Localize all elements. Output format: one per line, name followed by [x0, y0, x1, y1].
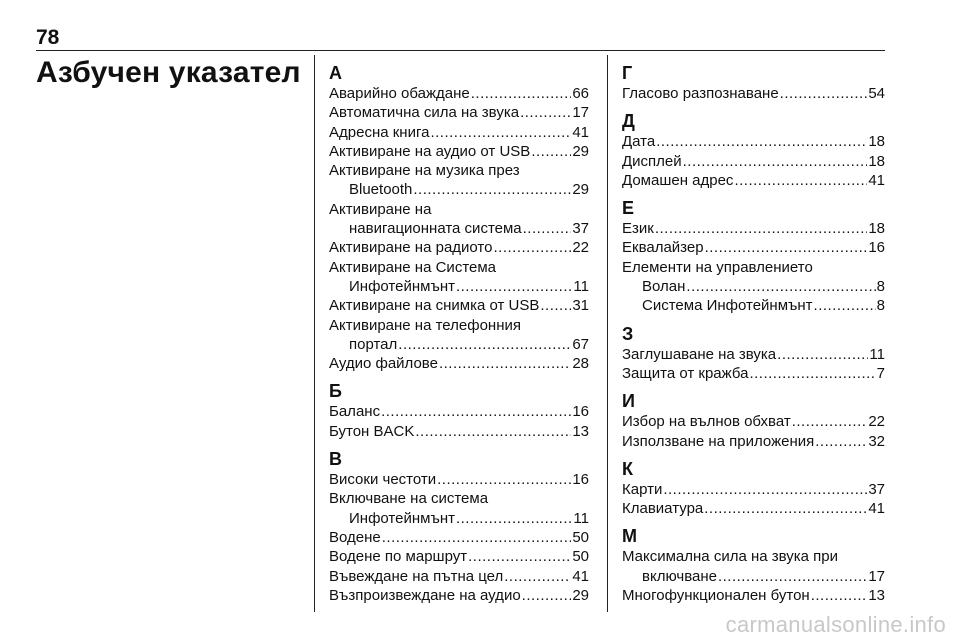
- index-entry: [329, 470, 589, 489]
- index-page-number: 29: [572, 586, 589, 604]
- dot-leader: [749, 364, 875, 383]
- index-letter-heading: Д: [622, 111, 635, 132]
- index-entry: [622, 238, 885, 257]
- index-page-number: 41: [868, 500, 885, 518]
- index-page-number: 67: [572, 335, 589, 353]
- index-page-number: 29: [572, 181, 589, 199]
- index-page-number: 31: [572, 297, 589, 315]
- index-page-number: 41: [572, 567, 589, 585]
- index-entry-term: Многофункционален бутон: [622, 587, 810, 605]
- index-entry: [622, 171, 885, 190]
- index-page-number: 37: [572, 220, 589, 238]
- watermark: carmanualsonline.info: [725, 612, 946, 637]
- dot-leader: [777, 345, 868, 364]
- index-page-number: 18: [868, 152, 885, 170]
- index-entry: [622, 432, 885, 451]
- index-entry: [329, 335, 589, 354]
- page-number: 78: [36, 26, 60, 49]
- index-entry: [329, 567, 589, 586]
- index-entry: [329, 123, 589, 142]
- index-entry-term: Активиране на снимка от USB: [329, 297, 540, 315]
- index-entry: [622, 480, 885, 499]
- index-column-1: [329, 64, 589, 605]
- index-entry-term: Домашен адрес: [622, 171, 734, 189]
- index-group: [622, 64, 885, 103]
- index-entry-term: Активиране на: [329, 200, 432, 218]
- index-letter-heading: Е: [622, 198, 635, 219]
- index-page-number: 50: [572, 528, 589, 546]
- index-page-number: 11: [573, 277, 589, 295]
- index-page-number: 17: [868, 567, 885, 585]
- index-group: [329, 382, 589, 441]
- index-entry-term: Волан: [642, 278, 686, 296]
- index-group: [329, 64, 589, 373]
- index-page-number: 18: [868, 220, 885, 238]
- index-page-number: 54: [868, 85, 885, 102]
- page-title: Азбучен указател: [36, 56, 301, 89]
- dot-leader: [413, 180, 571, 199]
- index-group: [622, 112, 885, 190]
- index-letter-heading: Б: [329, 381, 342, 402]
- index-group: [622, 392, 885, 451]
- index-entry-term: Активиране на музика през: [329, 162, 520, 180]
- index-page-number: 8: [876, 278, 885, 296]
- dot-leader: [683, 152, 868, 171]
- index-page-number: 37: [868, 480, 885, 498]
- dot-leader: [734, 171, 867, 190]
- index-entry-term: Включване на система: [329, 490, 489, 508]
- index-page-number: 18: [868, 133, 885, 151]
- index-entry: [622, 296, 885, 315]
- index-entry: [622, 345, 885, 364]
- index-entry-term: Водене по маршрут: [329, 548, 468, 566]
- index-entry: [329, 547, 589, 566]
- dot-leader: [811, 586, 868, 605]
- index-entry-term: Баланс: [329, 403, 381, 421]
- dot-leader: [520, 103, 571, 122]
- index-entry-term: Възпроизвеждане на аудио: [329, 586, 521, 604]
- dot-leader: [493, 238, 571, 257]
- dot-leader: [663, 480, 867, 499]
- index-entry-term: Заглушаване на звука: [622, 345, 777, 363]
- index-entry-term: включване: [642, 567, 717, 585]
- index-entry-term: Високи честоти: [329, 471, 437, 489]
- index-entry-term: Еквалайзер: [622, 239, 704, 257]
- dot-leader: [522, 586, 572, 605]
- index-entry: [329, 354, 589, 373]
- dot-leader: [814, 296, 876, 315]
- index-page-number: 16: [572, 471, 589, 489]
- index-entry-term: Bluetooth: [349, 181, 413, 199]
- index-page-number: 11: [573, 509, 589, 527]
- index-entry: [622, 84, 885, 103]
- index-entry: [622, 219, 885, 238]
- index-page-number: 16: [868, 239, 885, 257]
- index-entry: [329, 142, 589, 161]
- index-page-number: 41: [868, 171, 885, 189]
- index-entry-term: Активиране на телефонния: [329, 316, 521, 334]
- index-page-number: 13: [868, 587, 885, 605]
- dot-leader: [686, 277, 875, 296]
- column-divider-left: [314, 55, 315, 612]
- index-page-number: 16: [572, 403, 589, 421]
- index-entry: [329, 180, 589, 199]
- index-entry-term: Автоматична сила на звука: [329, 104, 520, 122]
- index-page-number: 13: [572, 422, 589, 440]
- index-page-number: 28: [572, 355, 589, 373]
- index-entry-term: Активиране на радиото: [329, 239, 493, 257]
- index-entry-term: Система Инфотейнмънт: [642, 297, 813, 315]
- index-letter-heading: И: [622, 391, 635, 412]
- index-entry-term: Максимална сила на звука при: [622, 548, 839, 566]
- index-letter-heading: Г: [622, 63, 633, 83]
- index-entry: [329, 277, 589, 296]
- index-entry: [622, 499, 885, 518]
- index-group: [622, 460, 885, 519]
- index-group: [622, 527, 885, 605]
- dot-leader: [504, 567, 571, 586]
- dot-leader: [439, 354, 571, 373]
- dot-leader: [704, 499, 867, 518]
- index-group: [622, 199, 885, 315]
- dot-leader: [780, 84, 868, 103]
- index-page-number: 66: [572, 85, 589, 102]
- column-divider-right: [607, 55, 608, 612]
- index-entry-term: Аварийно обаждане: [329, 85, 470, 102]
- index-letter-heading: К: [622, 458, 633, 479]
- dot-leader: [655, 219, 867, 238]
- dot-leader: [415, 422, 571, 441]
- index-entry: [329, 402, 589, 421]
- dot-leader: [468, 547, 571, 566]
- index-page-number: 8: [876, 297, 885, 315]
- index-page-number: 32: [868, 432, 885, 450]
- index-entry-term: Карти: [622, 480, 663, 498]
- index-letter-heading: В: [329, 449, 342, 470]
- dot-leader: [531, 142, 571, 161]
- index-entry-term: Инфотейнмънт: [349, 277, 455, 295]
- index-entry-term: Активиране на Система: [329, 258, 497, 276]
- index-entry: [329, 219, 589, 238]
- index-entry-term: Водене: [329, 528, 381, 546]
- dot-leader: [815, 432, 867, 451]
- index-page-number: 17: [572, 104, 589, 122]
- dot-leader: [523, 219, 572, 238]
- index-entry: [329, 103, 589, 122]
- index-entry: [622, 567, 885, 586]
- index-entry-term: Език: [622, 220, 654, 238]
- index-entry: [329, 422, 589, 441]
- index-entry-term: Избор на вълнов обхват: [622, 413, 791, 431]
- index-entry-term: Защита от кражба: [622, 364, 749, 382]
- dot-leader: [540, 296, 571, 315]
- dot-leader: [456, 277, 572, 296]
- index-entry-term: портал: [349, 335, 398, 353]
- index-entry-term: Дисплей: [622, 152, 682, 170]
- dot-leader: [456, 509, 572, 528]
- dot-leader: [471, 84, 572, 103]
- index-letter-heading: А: [329, 63, 342, 83]
- index-entry-term: Гласово разпознаване: [622, 85, 779, 102]
- index-entry: [329, 84, 589, 103]
- index-entry: [329, 296, 589, 315]
- index-entry-term: Активиране на аудио от USB: [329, 142, 531, 160]
- index-entry: [622, 586, 885, 605]
- index-entry-term: Клавиатура: [622, 500, 704, 518]
- dot-leader: [718, 567, 867, 586]
- index-entry-term: Бутон BACK: [329, 422, 415, 440]
- index-page-number: 50: [572, 548, 589, 566]
- index-group: [622, 325, 885, 384]
- index-page-number: 11: [869, 345, 885, 363]
- index-column-2: [622, 64, 885, 605]
- header-rule: [36, 50, 885, 51]
- dot-leader: [437, 470, 571, 489]
- index-page-number: 7: [876, 364, 885, 382]
- index-entry-term: Аудио файлове: [329, 355, 438, 373]
- index-entry-term: Инфотейнмънт: [349, 509, 455, 527]
- index-entry: [622, 364, 885, 383]
- dot-leader: [398, 335, 571, 354]
- index-entry: [329, 238, 589, 257]
- index-entry-term: Дата: [622, 133, 656, 151]
- index-entry: [622, 277, 885, 296]
- dot-leader: [382, 528, 572, 547]
- index-page-number: 22: [572, 239, 589, 257]
- dot-leader: [705, 238, 868, 257]
- index-page-number: 41: [572, 123, 589, 141]
- index-page-number: 22: [868, 413, 885, 431]
- dot-leader: [381, 402, 571, 421]
- dot-leader: [430, 123, 571, 142]
- index-letter-heading: М: [622, 526, 637, 547]
- index-entry-term: Използване на приложения: [622, 432, 815, 450]
- index-entry-term: Адресна книга: [329, 123, 430, 141]
- index-entry: [329, 528, 589, 547]
- index-entry-term: Елементи на управлението: [622, 258, 813, 276]
- dot-leader: [656, 132, 867, 151]
- index-entry-term: Въвеждане на пътна цел: [329, 567, 504, 585]
- index-entry: [329, 509, 589, 528]
- index-page-number: 29: [572, 142, 589, 160]
- index-entry: [329, 586, 589, 605]
- dot-leader: [792, 412, 868, 431]
- index-entry-term: навигационната система: [349, 220, 522, 238]
- index-letter-heading: З: [622, 323, 634, 344]
- index-entry: [622, 412, 885, 431]
- index-entry: [622, 152, 885, 171]
- index-entry: [622, 132, 885, 151]
- index-group: [329, 450, 589, 605]
